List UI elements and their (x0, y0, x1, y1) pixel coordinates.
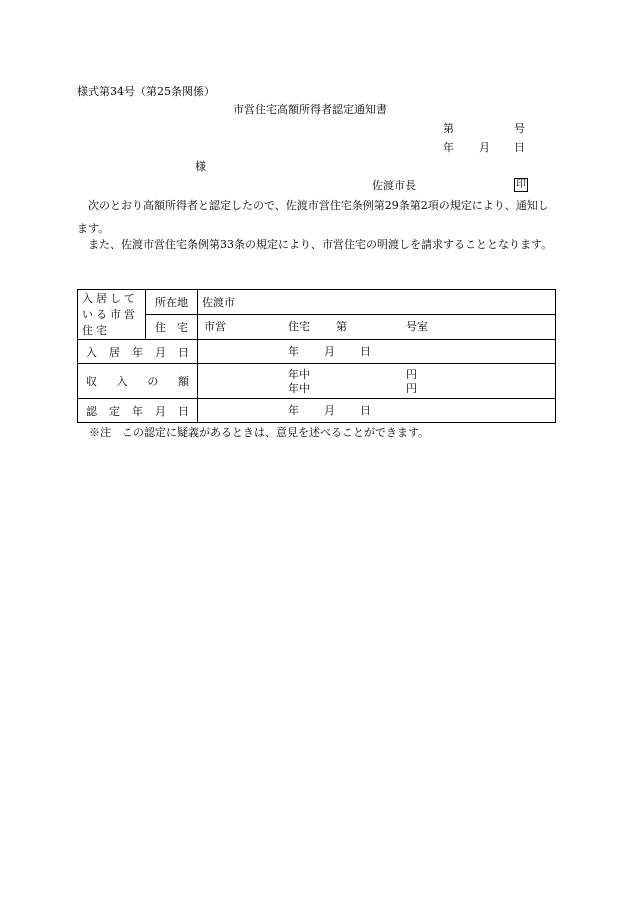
number-suffix: 号 (514, 122, 525, 135)
form-number: 様式第34号（第25条関係） (77, 85, 215, 98)
income-label-char: の (147, 375, 159, 388)
date-month: 月 (479, 141, 490, 154)
seal-mark: 印 (516, 179, 526, 190)
income-label-char: 入 (116, 375, 128, 388)
move-in-label-text (82, 344, 193, 360)
move-in-label-char: 月 (155, 345, 166, 359)
income-row-2-prefix: 年中 (288, 382, 310, 395)
house-dai: 第 (336, 320, 347, 333)
cert-label-char: 年 (132, 404, 143, 418)
cert-label-char: 定 (109, 404, 120, 418)
move-in-value (198, 340, 556, 364)
cert-label-text (82, 403, 193, 419)
paragraph-notice: 次のとおり高額所得者と認定したので、佐渡市営住宅条例第29条第2項の規定により、通知します。 (77, 199, 549, 235)
table-row (78, 315, 556, 340)
house-goshitsu: 号室 (406, 320, 428, 333)
move-in-label-char: 日 (178, 345, 189, 359)
income-row-1-unit: 円 (406, 368, 417, 381)
paragraph-eviction: また、佐渡市営住宅条例第33条の規定により、市営住宅の明渡しを請求することとなります。 (88, 238, 553, 251)
cert-label-char: 日 (178, 404, 189, 418)
cert-label-char: 認 (86, 404, 97, 418)
cert-year: 年 (288, 403, 299, 417)
move-in-label-char: 入 (86, 345, 97, 359)
cert-value (198, 399, 556, 423)
cert-label-char: 月 (155, 404, 166, 418)
addressee-suffix: 様 (195, 160, 206, 173)
move-in-label-char: 居 (109, 345, 120, 359)
income-label-text (82, 373, 193, 389)
number-prefix: 第 (443, 122, 454, 135)
move-in-year: 年 (288, 344, 299, 358)
table-row (78, 364, 556, 399)
move-in-label (78, 340, 198, 364)
income-label-char: 収 (86, 375, 97, 388)
move-in-month: 月 (324, 344, 335, 358)
income-row-2-unit: 円 (406, 382, 417, 395)
income-row-1-prefix: 年中 (288, 368, 310, 381)
income-label (78, 364, 198, 399)
issuer-name: 佐渡市長 (372, 179, 416, 192)
table-row (78, 340, 556, 364)
house-value (198, 315, 556, 340)
date-day: 日 (514, 141, 525, 154)
move-in-day: 日 (360, 344, 371, 358)
residence-header: 入居している市営住宅 (78, 290, 146, 340)
move-in-label-char: 年 (132, 345, 143, 359)
house-label: 住 宅 (146, 315, 198, 340)
document-title: 市営住宅高額所得者認定通知書 (233, 103, 387, 116)
house-jutaku: 住宅 (288, 320, 310, 333)
location-value: 佐渡市 (198, 290, 556, 315)
cert-day: 日 (360, 403, 371, 417)
date-year: 年 (443, 141, 454, 154)
income-value (198, 364, 556, 399)
note-text: ※注 この認定に疑義があるときは、意見を述べることができます。 (89, 426, 430, 439)
income-label-char: 額 (177, 375, 189, 388)
house-shiei: 市営 (204, 320, 226, 333)
table-row (78, 290, 556, 315)
cert-month: 月 (324, 403, 335, 417)
cert-label (78, 399, 198, 423)
table-row (78, 399, 556, 423)
location-label: 所在地 (146, 290, 198, 315)
notice-table (77, 289, 556, 423)
